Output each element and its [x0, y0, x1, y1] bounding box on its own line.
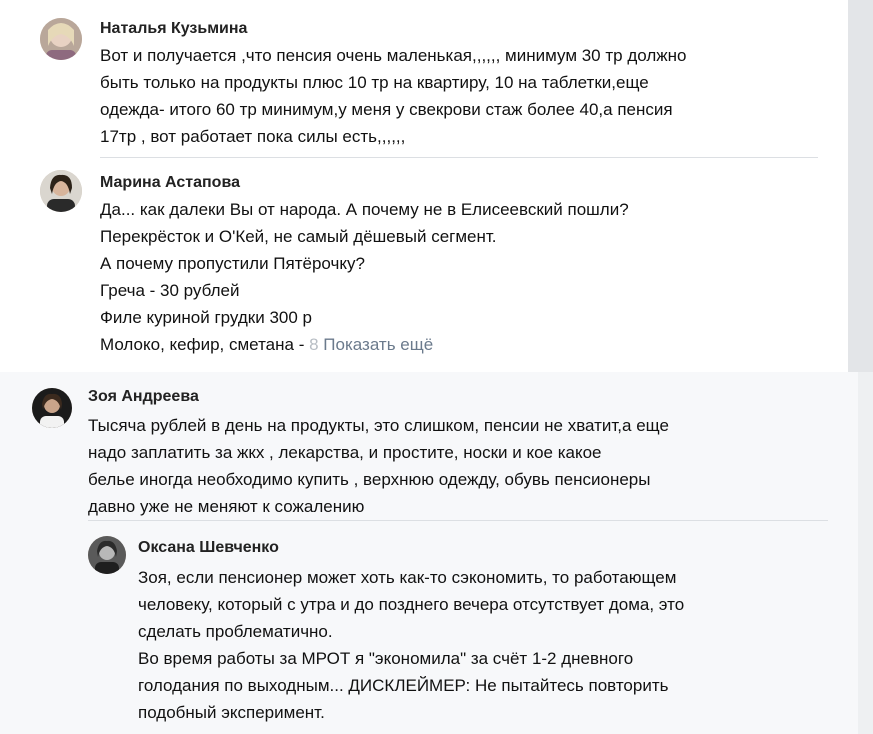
- comment-text: [138, 564, 684, 726]
- avatar-natalya-icon: [40, 18, 82, 60]
- comment-text-line: Греча - 30 рублей: [100, 281, 240, 300]
- avatar[interactable]: [40, 170, 82, 212]
- comment-author[interactable]: Зоя Андреева: [88, 388, 199, 405]
- comment-text-faded: 8: [309, 335, 319, 354]
- avatar[interactable]: [40, 18, 82, 60]
- avatar[interactable]: [32, 388, 72, 428]
- comment-text-line: подобный эксперимент.: [138, 703, 325, 722]
- comment-author[interactable]: Марина Астапова: [100, 174, 240, 191]
- comment-text-line: 17тр , вот работает пока силы есть,,,,,,: [100, 127, 406, 146]
- comment-text: [100, 196, 629, 358]
- divider: [100, 157, 818, 158]
- comments-panel-bottom: [0, 372, 858, 734]
- comment-text-truncated: Молоко, кефир, сметана -: [100, 335, 305, 354]
- comment-text-line: белье иногда необходимо купить , верхнюю одежду, обувь пенсионеры: [88, 470, 651, 489]
- comment-text-line: надо заплатить за жкх , лекарства, и простите, носки и кое какое: [88, 443, 602, 462]
- comment-text-line: сделать проблематично.: [138, 622, 333, 641]
- comment-text-line: Тысяча рублей в день на продукты, это слишком, пенсии не хватит,а еще: [88, 416, 669, 435]
- comment-text-line: человеку, который с утра и до позднего вечера отсутствует дома, это: [138, 595, 685, 614]
- comment-text: [100, 42, 686, 150]
- comment-text: [88, 412, 669, 520]
- comment-text-line: быть только на продукты плюс 10 тр на квартиру, 10 на таблетки,еще: [100, 73, 649, 92]
- right-gutter: [848, 0, 873, 372]
- avatar-oksana-icon: [88, 536, 126, 574]
- comment-text-line: Во время работы за МРОТ я "экономила" за счёт 1-2 дневного: [138, 649, 634, 668]
- comment-text-line: Филе куриной грудки 300 р: [100, 308, 312, 327]
- comment-text-line: давно уже не меняют к сожалению: [88, 497, 365, 516]
- comment-text-line: А почему пропустили Пятёрочку?: [100, 254, 365, 273]
- divider: [88, 520, 828, 521]
- comment-text-line: Вот и получается ,что пенсия очень маленькая,,,,,, минимум 30 тр должно: [100, 46, 687, 65]
- comment-text-line: Зоя, если пенсионер может хоть как-то сэкономить, то работающем: [138, 568, 677, 587]
- comments-panel-top: [0, 0, 848, 372]
- show-more-link[interactable]: Показать ещё: [323, 335, 434, 354]
- comment-author[interactable]: Оксана Шевченко: [138, 539, 279, 556]
- comment-text-line: Да... как далеки Вы от народа. А почему не в Елисеевский пошли?: [100, 200, 629, 219]
- comment-text-line: Перекрёсток и О'Кей, не самый дёшевый сегмент.: [100, 227, 497, 246]
- avatar-marina-icon: [40, 170, 82, 212]
- comment-author[interactable]: Наталья Кузьмина: [100, 20, 248, 37]
- comment-text-line: одежда- итого 60 тр минимум,у меня у свекрови стаж более 40,а пенсия: [100, 100, 673, 119]
- avatar-zoya-icon: [32, 388, 72, 428]
- comment-text-line-last: [100, 331, 629, 358]
- avatar[interactable]: [88, 536, 126, 574]
- comment-text-line: голодания по выходным... ДИСКЛЕЙМЕР: Не пытайтесь повторить: [138, 676, 669, 695]
